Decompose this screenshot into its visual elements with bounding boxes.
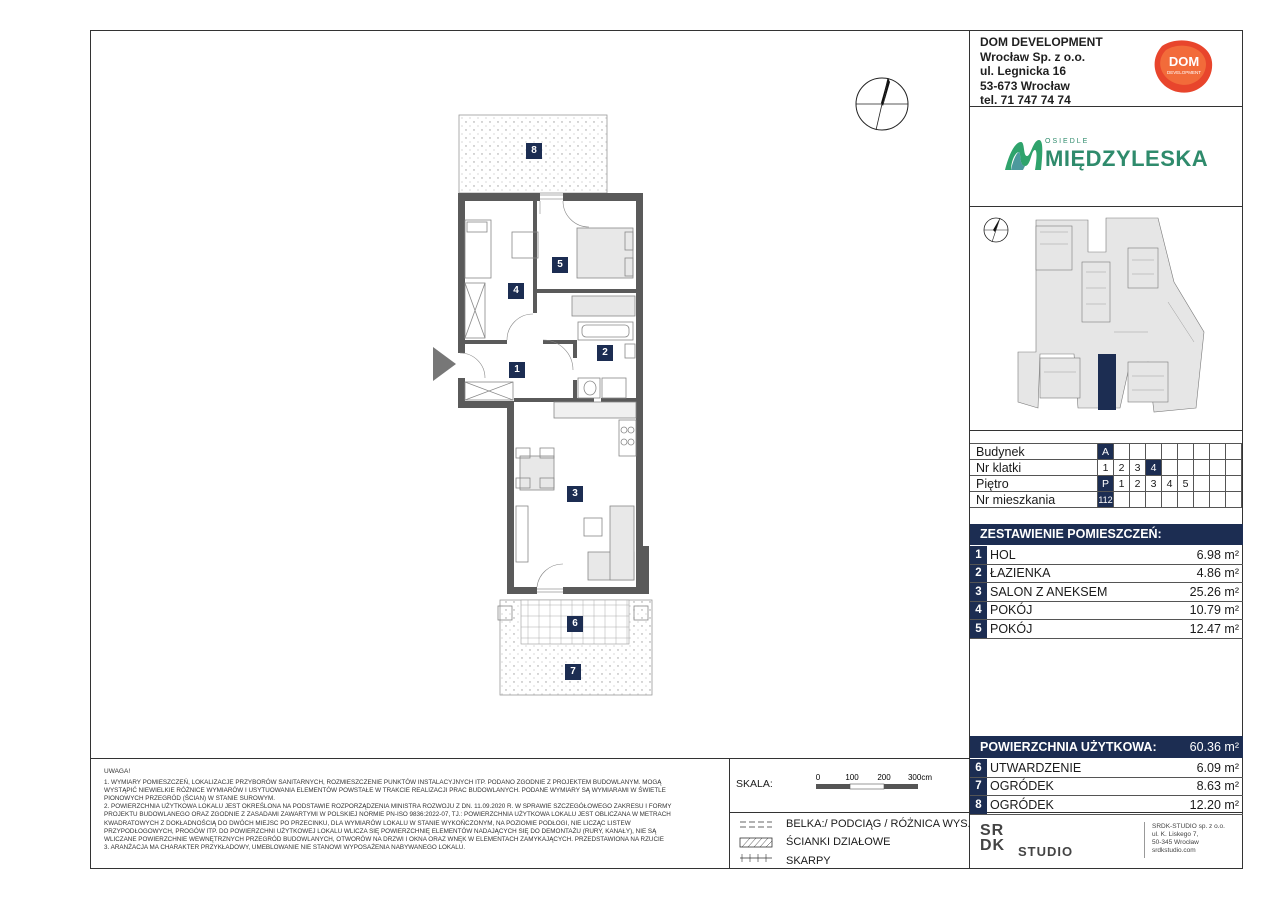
usable-area-header bbox=[970, 736, 1243, 758]
extra-row bbox=[970, 778, 1243, 797]
room-row bbox=[970, 602, 1243, 621]
company-line2: Wrocław Sp. z o.o. bbox=[980, 49, 1086, 64]
svg-text:DEVELOPMENT: DEVELOPMENT bbox=[1166, 70, 1202, 75]
extra-area: 12.20 m² bbox=[1189, 797, 1239, 812]
info-row-pietro bbox=[970, 476, 1242, 492]
company-phone: tel. 71 747 74 74 bbox=[980, 93, 1071, 107]
studio-address-line: srdkstudio.com bbox=[1152, 847, 1196, 854]
divider-project bbox=[969, 206, 1243, 207]
room-marker-3: 3 bbox=[567, 486, 583, 502]
extra-name: UTWARDZENIE bbox=[990, 760, 1082, 775]
key-plan bbox=[978, 212, 1240, 424]
company-name: DOM DEVELOPMENT bbox=[980, 35, 1103, 49]
scale-bar bbox=[812, 772, 942, 794]
company-city: 53-673 Wrocław bbox=[980, 78, 1070, 93]
note-line: KWADRATOWYCH Z DOKŁADNOŚCIĄ DO DWÓCH MIEJSC PO PRZECINKU, DLA WYMIARÓW LOKALU W STANIE WYKOŃCZONYM, NA POZIOMIE PODŁOGI, NIE LICZĄC LISTEW bbox=[104, 819, 631, 827]
info-cell: 5 bbox=[1178, 476, 1194, 492]
room-name: HOL bbox=[990, 547, 1016, 562]
srdk-logo-word: STUDIO bbox=[1018, 844, 1074, 859]
room-number: 5 bbox=[970, 620, 987, 638]
room-row bbox=[970, 546, 1243, 565]
divider-keyplan bbox=[969, 430, 1243, 431]
note-line: WYSTĄPIĆ NIEWIELKIE RÓŻNICE WYMIARÓW I USYTUOWANIA ELEMENTÓW POWSTAŁE W TRAKCIE REALIZACJI PRAC BUDOWLANYCH. PODANE WYMIARY SĄ WYMIARAMI W ŚWIETLE bbox=[104, 787, 666, 795]
extras-list bbox=[970, 759, 1243, 815]
room-marker-1: 1 bbox=[509, 362, 525, 378]
note-line: PRZYPODŁOGOWYCH, PROGÓW ITP. DO POWIERZCHNI UŻYTKOWEJ LOKALU WLICZA SIĘ POWIERZCHNIĘ ELEMENTÓW NADAJĄCYCH SIĘ DO DEMONTAŻU (RURY, KANAŁY), NIE SĄ bbox=[104, 827, 657, 835]
studio-address bbox=[1152, 823, 1225, 855]
room-row bbox=[970, 565, 1243, 584]
note-line: 1. WYMIARY POMIESZCZEŃ, LOKALIZACJE PRZYBORÓW SANITARNYCH, ROZMIESZCZENIE PUNKTÓW INSTALACYJNYCH ITP. PODANO ZGODNIE Z PROJEKTEM BUDOWLANYM. MOGĄ bbox=[104, 779, 662, 787]
room-area: 6.98 m² bbox=[1196, 547, 1239, 562]
srdk-studio-logo bbox=[980, 824, 1005, 854]
rooms-header: ZESTAWIENIE POMIESZCZEŃ: bbox=[970, 524, 1243, 545]
room-row bbox=[970, 583, 1243, 602]
info-cell: 4 bbox=[1162, 476, 1178, 492]
info-row-mieszkanie bbox=[970, 492, 1242, 508]
info-budynek-value: A bbox=[1098, 444, 1114, 460]
room-name: ŁAZIENKA bbox=[990, 566, 1051, 581]
divider-scale bbox=[729, 812, 970, 813]
info-label: Nr mieszkania bbox=[970, 492, 1098, 508]
legend-skarpy: SKARPY bbox=[786, 855, 831, 867]
svg-text:DOM: DOM bbox=[1168, 54, 1200, 69]
door-swings bbox=[460, 201, 589, 587]
note-line: WLICZANE POWIERZCHNIE WEWNĘTRZNYCH PRZEGRÓD BUDOWLANYCH, OTWORÓW NA DRZWI I OKNA ORAZ WNĘK W ELEMENTACH ZAMYKAJĄCYCH. PRZEDSTAWIONA NA RZUCIE bbox=[104, 835, 664, 843]
studio-address-line: 50-345 Wrocław bbox=[1152, 839, 1199, 846]
info-label: Piętro bbox=[970, 476, 1098, 492]
room-marker-5: 5 bbox=[552, 257, 568, 273]
notes-block bbox=[104, 768, 726, 852]
room-number: 2 bbox=[970, 565, 987, 583]
studio-address-line: SRDK-STUDIO sp. z o.o. bbox=[1152, 823, 1225, 830]
studio-address-line: ul. K. Liskego 7, bbox=[1152, 831, 1199, 838]
room-row bbox=[970, 620, 1243, 639]
extra-area: 6.09 m² bbox=[1196, 760, 1239, 775]
svg-text:0: 0 bbox=[815, 773, 821, 782]
usable-area-label: POWIERZCHNIA UŻYTKOWA: bbox=[980, 740, 1157, 754]
note-line: PIONOWYCH PRZEGRÓD (ŚCIAN) W STANIE SUROWYM. bbox=[104, 795, 275, 803]
legend-belka: BELKA:/ PODCIĄG / RÓŻNICA WYS. bbox=[786, 818, 971, 830]
room-marker-7: 7 bbox=[565, 664, 581, 680]
scale-label: SKALA: bbox=[736, 778, 773, 790]
info-cell: 2 bbox=[1114, 460, 1130, 476]
extra-number: 6 bbox=[970, 759, 987, 777]
info-cell-selected: 4 bbox=[1146, 460, 1162, 476]
usable-area-value: 60.36 m² bbox=[1189, 740, 1239, 754]
extra-name: OGRÓDEK bbox=[990, 779, 1054, 794]
info-row-klatka bbox=[970, 460, 1242, 476]
note-line: 2. POWIERZCHNIA UŻYTKOWA LOKALU JEST OKREŚLONA NA PODSTAWIE ROZPORZĄDZENIA MINISTRA ROZWOJU Z DN. 11.09.2020 R. W SPRAWIE SZCZEGÓŁOWEGO ZAKRESU I FORMY bbox=[104, 803, 672, 811]
divider-footer bbox=[90, 758, 970, 759]
info-cell: 3 bbox=[1130, 460, 1146, 476]
company-block bbox=[980, 35, 1103, 108]
room-name: SALON Z ANEKSEM bbox=[990, 584, 1108, 599]
room-area: 10.79 m² bbox=[1189, 603, 1239, 618]
info-label: Budynek bbox=[970, 444, 1098, 460]
extra-area: 8.63 m² bbox=[1196, 779, 1239, 794]
svg-text:200: 200 bbox=[877, 773, 891, 782]
info-cell: 1 bbox=[1114, 476, 1130, 492]
info-label: Nr klatki bbox=[970, 460, 1098, 476]
srdk-logo-bottom: DK bbox=[980, 837, 1006, 854]
room-area: 4.86 m² bbox=[1196, 566, 1239, 581]
info-cell-selected: P bbox=[1098, 476, 1114, 492]
miedzyleska-logo-icon bbox=[1003, 136, 1045, 172]
svg-text:300cm: 300cm bbox=[907, 773, 933, 782]
room-area: 12.47 m² bbox=[1189, 621, 1239, 636]
extra-number: 8 bbox=[970, 796, 987, 814]
entrance-arrow-icon bbox=[433, 347, 456, 381]
legend-symbols bbox=[738, 820, 776, 868]
info-row-budynek bbox=[970, 444, 1242, 460]
notes-title: UWAGA! bbox=[104, 768, 131, 775]
room-number: 3 bbox=[970, 583, 987, 601]
room-marker-4: 4 bbox=[508, 283, 524, 299]
info-mieszkanie-value: 112 bbox=[1098, 492, 1114, 508]
info-cell: 1 bbox=[1098, 460, 1114, 476]
info-cell: 2 bbox=[1130, 476, 1146, 492]
room-number: 4 bbox=[970, 602, 987, 620]
extra-row bbox=[970, 796, 1243, 815]
note-line: PROJEKTU BUDOWLANEGO ORAZ ZGODNIE Z ZASADAMI ZAWARTYMI W POLSKIEJ NORMIE PN-ISO 9836:2022-07, TJ.: POWIERZCHNIA UŻYTKOWA LOKALU JEST OBLICZANA W METRACH bbox=[104, 811, 671, 819]
note-line: 3. ARANŻACJA MA CHARAKTER PRZYKŁADOWY, UMEBLOWANIE NIE STANOWI WYPOSAŻENIA NABYWANEGO LOKALU. bbox=[104, 843, 466, 851]
room-area: 25.26 m² bbox=[1189, 584, 1239, 599]
apartment-info-table bbox=[970, 443, 1242, 508]
room-name: POKÓJ bbox=[990, 621, 1033, 636]
extra-name: OGRÓDEK bbox=[990, 797, 1054, 812]
divider-notes bbox=[729, 758, 730, 869]
room-number: 1 bbox=[970, 546, 987, 564]
room-marker-8: 8 bbox=[526, 143, 542, 159]
legend-sciany: ŚCIANKI DZIAŁOWE bbox=[786, 836, 891, 848]
project-small-label: OSIEDLE bbox=[1045, 138, 1090, 145]
studio-divider bbox=[1144, 822, 1145, 858]
room-name: POKÓJ bbox=[990, 603, 1033, 618]
extra-number: 7 bbox=[970, 778, 987, 796]
furniture bbox=[465, 220, 648, 620]
srdk-logo-top: SR bbox=[980, 822, 1005, 839]
dom-development-logo bbox=[1152, 38, 1216, 96]
room-marker-2: 2 bbox=[597, 345, 613, 361]
extra-row bbox=[970, 759, 1243, 778]
info-cell: 3 bbox=[1146, 476, 1162, 492]
company-street: ul. Legnicka 16 bbox=[980, 64, 1067, 78]
project-name: MIĘDZYLESKA bbox=[1045, 146, 1209, 171]
rooms-list bbox=[970, 546, 1243, 639]
svg-text:100: 100 bbox=[845, 773, 859, 782]
room-marker-6: 6 bbox=[567, 616, 583, 632]
